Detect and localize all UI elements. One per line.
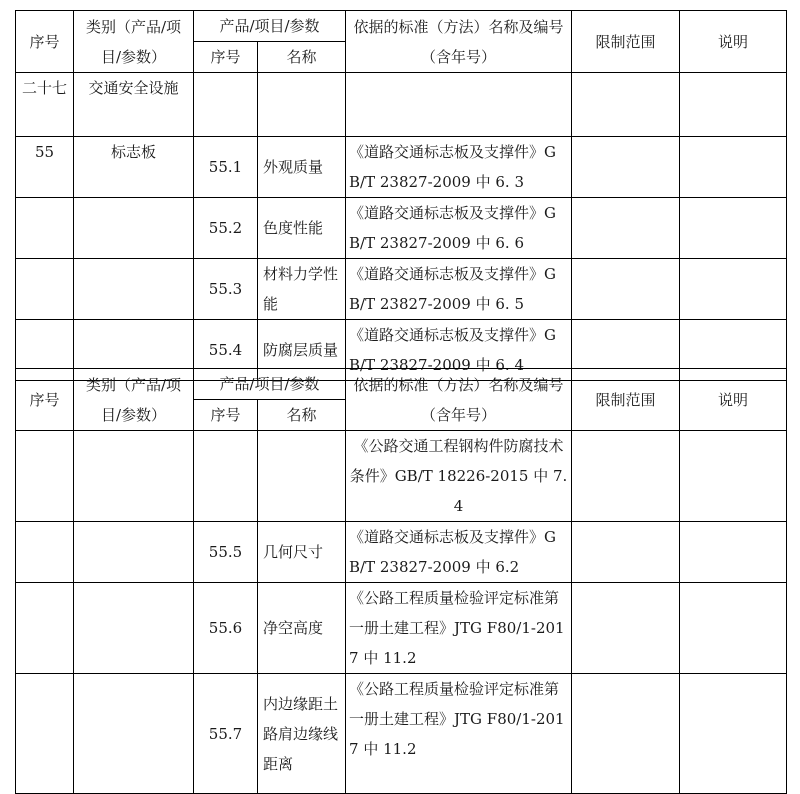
header-limit: 限制范围 (572, 369, 680, 431)
table-row (16, 259, 787, 320)
sub-seq: 55.5 (194, 522, 258, 583)
standard-text: 《公路工程质量检验评定标准第一册土建工程》JTG F80/1-2017 中 11.2 (346, 583, 572, 674)
header-standard: 依据的标准（方法）名称及编号（含年号） (346, 11, 572, 73)
header-sub-seq: 序号 (194, 42, 258, 73)
header-group: 产品/项目/参数 (194, 369, 346, 400)
table-row (16, 431, 787, 522)
standard-text: 《公路工程质量检验评定标准第一册土建工程》JTG F80/1-2017 中 11.2 (346, 674, 572, 794)
header-limit: 限制范围 (572, 11, 680, 73)
sub-name: 外观质量 (258, 137, 346, 198)
sub-seq (194, 431, 258, 522)
table-row (16, 674, 787, 794)
standard-text: 《道路交通标志板及支撑件》GB/T 23827-2009 中 6. 4 (346, 320, 572, 381)
header-category: 类别（产品/项目/参数） (74, 369, 194, 431)
sub-name: 防腐层质量 (258, 320, 346, 381)
table-row (16, 522, 787, 583)
section-category: 交通安全设施 (74, 73, 194, 137)
standards-table-2 (15, 368, 787, 794)
sub-name: 净空高度 (258, 583, 346, 674)
sub-name: 材料力学性能 (258, 259, 346, 320)
standards-table-1 (15, 10, 787, 381)
sub-name: 内边缘距土路肩边缘线距离 (258, 674, 346, 794)
sub-seq: 55.4 (194, 320, 258, 381)
sub-seq: 55.1 (194, 137, 258, 198)
table-row (16, 198, 787, 259)
standard-text: 《道路交通标志板及支撑件》GB/T 23827-2009 中 6. 5 (346, 259, 572, 320)
header-standard: 依据的标准（方法）名称及编号（含年号） (346, 369, 572, 431)
sub-seq: 55.7 (194, 674, 258, 794)
header-sub-name: 名称 (258, 400, 346, 431)
table-row (16, 137, 787, 198)
header-sub-name: 名称 (258, 42, 346, 73)
sub-seq: 55.3 (194, 259, 258, 320)
standard-text: 《公路交通工程钢构件防腐技术条件》GB/T 18226-2015 中 7. 4 (346, 431, 572, 522)
section-seq: 二十七 (16, 73, 74, 137)
header-group: 产品/项目/参数 (194, 11, 346, 42)
item-seq: 55 (16, 137, 74, 198)
section-row (16, 73, 787, 137)
sub-seq: 55.2 (194, 198, 258, 259)
header-sub-seq: 序号 (194, 400, 258, 431)
header-seq: 序号 (16, 11, 74, 73)
sub-name: 几何尺寸 (258, 522, 346, 583)
header-category: 类别（产品/项目/参数） (74, 11, 194, 73)
sub-name (258, 431, 346, 522)
header-seq: 序号 (16, 369, 74, 431)
header-note: 说明 (680, 11, 787, 73)
standard-text: 《道路交通标志板及支撑件》GB/T 23827-2009 中 6. 6 (346, 198, 572, 259)
header-note: 说明 (680, 369, 787, 431)
sub-name: 色度性能 (258, 198, 346, 259)
table-row (16, 583, 787, 674)
standard-text: 《道路交通标志板及支撑件》GB/T 23827-2009 中 6. 3 (346, 137, 572, 198)
item-category: 标志板 (74, 137, 194, 198)
standard-text: 《道路交通标志板及支撑件》GB/T 23827-2009 中 6.2 (346, 522, 572, 583)
sub-seq: 55.6 (194, 583, 258, 674)
